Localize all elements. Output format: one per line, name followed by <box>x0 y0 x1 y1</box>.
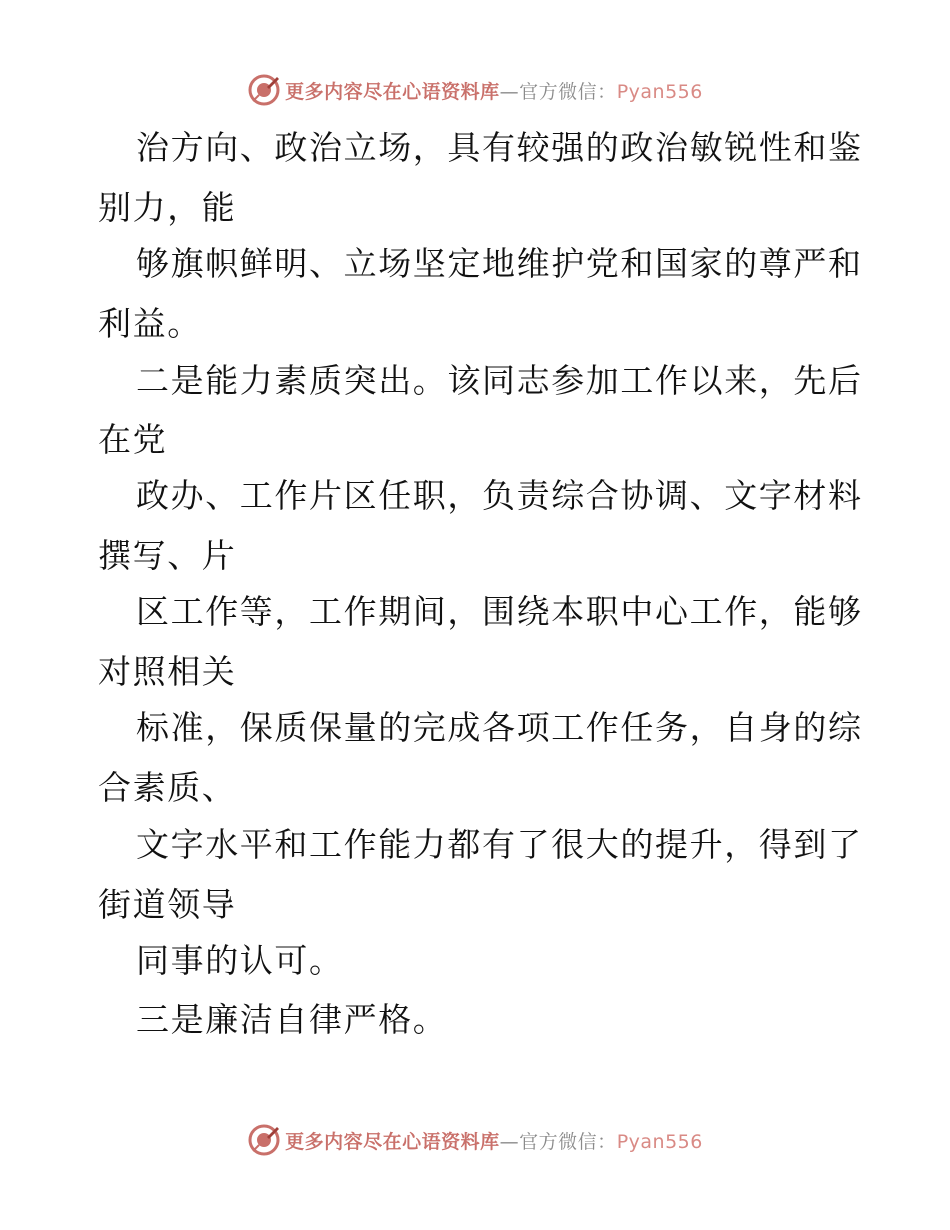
text-line: 够旗帜鲜明、立场坚定地维护党和国家的尊严和 <box>136 244 863 283</box>
banner-text <box>285 1127 703 1154</box>
text-line: 文字水平和工作能力都有了很大的提升，得到了 <box>136 825 863 864</box>
banner-dash: — <box>499 1130 520 1153</box>
text-line: 治方向、政治立场，具有较强的政治敏锐性和鉴 <box>136 128 863 167</box>
banner-dash: — <box>499 80 520 103</box>
text-line: 标准，保质保量的完成各项工作任务，自身的综 <box>136 708 863 747</box>
pen-logo-icon <box>247 1123 281 1157</box>
footer-banner <box>0 1120 950 1160</box>
text-line: 同事的认可。 <box>136 941 344 980</box>
banner-official-label: 官方微信： <box>519 80 617 103</box>
text-line: 合素质、 <box>98 768 237 807</box>
text-line: 政办、工作片区任职，负责综合协调、文字材料 <box>136 476 863 515</box>
text-line: 别力，能 <box>98 188 237 227</box>
banner-text <box>285 77 703 104</box>
text-line: 对照相关 <box>98 652 237 691</box>
text-line: 区工作等，工作期间，围绕本职中心工作，能够 <box>136 592 863 631</box>
banner-official-label: 官方微信： <box>519 1130 617 1153</box>
text-line: 利益。 <box>98 304 202 343</box>
banner-main-text: 更多内容尽在心语资料库 <box>285 1130 500 1153</box>
pen-logo-icon <box>247 73 281 107</box>
text-line: 在党 <box>98 420 168 459</box>
banner-main-text: 更多内容尽在心语资料库 <box>285 80 500 103</box>
banner-wechat-id: Pyan556 <box>616 80 703 103</box>
header-banner <box>0 70 950 110</box>
text-line: 三是廉洁自律严格。 <box>136 1000 448 1039</box>
banner-wechat-id: Pyan556 <box>616 1130 703 1153</box>
text-line: 二是能力素质突出。该同志参加工作以来，先后 <box>136 361 863 400</box>
text-line: 撰写、片 <box>98 536 237 575</box>
text-line: 街道领导 <box>98 885 237 924</box>
